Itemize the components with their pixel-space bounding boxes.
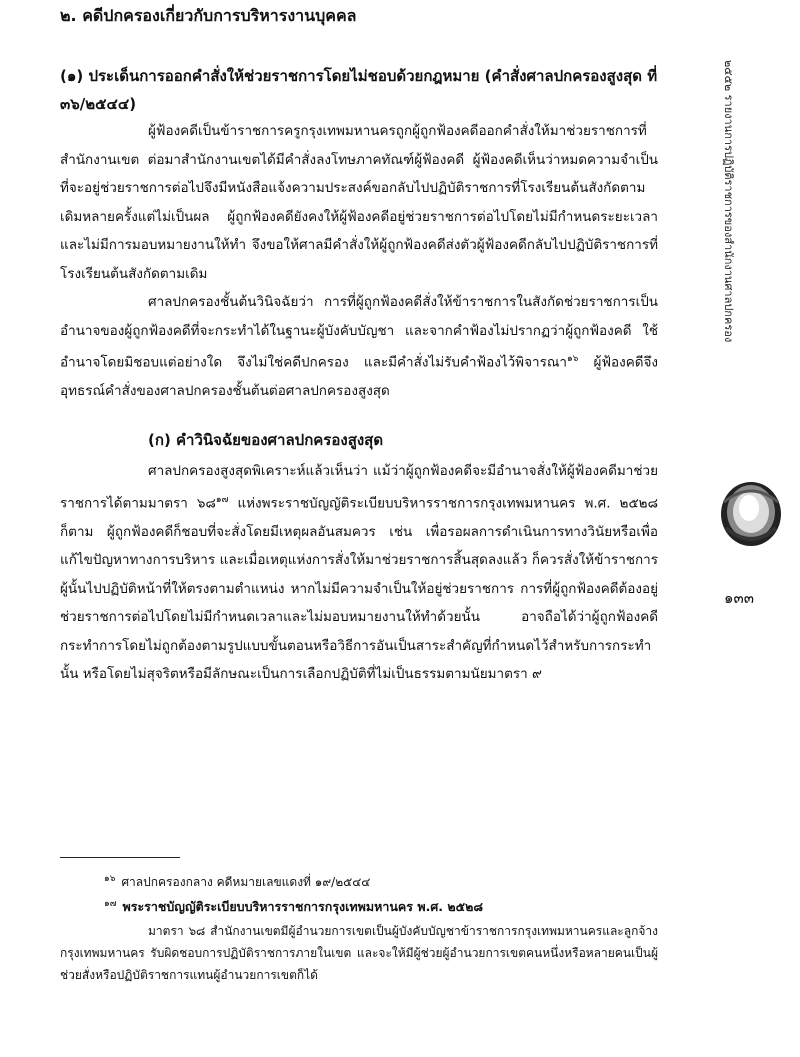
footnote-number: ๑๖ — [104, 874, 116, 884]
paragraph-ruling — [60, 457, 658, 689]
section-title: ๒. คดีปกครองเกี่ยวกับการบริหารงานบุคคล — [60, 6, 357, 25]
ruling-heading: (ก) คำวินิจฉัยของศาลปกครองสูงสุด — [148, 431, 384, 449]
side-text: ๒๕๕๒ รายงานการปฏิบัติราชการของสำนักงานศาลปกครอง — [722, 60, 735, 343]
paragraph-text: ผู้ฟ้องคดีเป็นข้าราชการครูกรุงเทพมหานครถูกผู้ถูกฟ้องคดีออกคำสั่งให้มาช่วยราชการที่สำนักงานเขต ต่อมาสำนักงานเขตได้มีคำสั่งลงโทษภาคทัณฑ์ผู้ฟ้องคดี ผู้ฟ้องคดีเห็นว่าหมดความจำเป็นที่จะอยู่ช่วยราชการต่อไปจึงมีหนังสือแจ้งความประสงค์ขอกลับไปปฏิบัติราชการที่โรงเรียนต้นสังกัดตามเดิมหลายครั้งแต่ไม่เป็นผล ผู้ถูกฟ้องคดียังคงให้ผู้ฟ้องคดีอยู่ช่วยราชการต่อไปโดยไม่มีกำหนดระยะเวลาและไม่มีการมอบหมายงานให้ทำ จึงขอให้ศาลมีคำสั่งให้ผู้ถูกฟ้องคดีส่งตัวผู้ฟ้องคดีกลับไปปฏิบัติราชการที่โรงเรียนต้นสังกัดตามเดิม — [60, 123, 658, 282]
footnote-text: ศาลปกครองกลาง คดีหมายเลขแดงที่ ๑๙/๒๕๔๔ — [121, 875, 371, 889]
paragraph-facts — [60, 117, 658, 288]
footnote-divider — [60, 857, 180, 858]
footnote-number: ๑๗ — [104, 899, 117, 909]
paragraph-lower-court — [60, 288, 658, 406]
footnote-16 — [60, 868, 658, 893]
paragraph-text: แห่งพระราชบัญญัติระเบียบบริหารราชการกรุงเทพมหานคร พ.ศ. ๒๕๒๘ ก็ตาม ผู้ถูกฟ้องคดีก็ชอบที่จะสั่งโดยมีเหตุผลอันสมควร เช่น เพื่อรอผลการดำเนินการทางวินัยหรือเพื่อแก้ไขปัญหาทางการบริหาร และเมื่อเหตุแห่งการสั่งให้มาช่วยราชการสิ้นสุดลงแล้ว ก็ควรสั่งให้ข้าราชการผู้นั้นไปปฏิบัติหน้าที่ให้ตรงตามตำแหน่ง หากไม่มีความจำเป็นให้อยู่ช่วยราชการ การที่ผู้ถูกฟ้องคดีต้องอยู่ช่วยราชการต่อไปโดยไม่มีกำหนดเวลาและไม่มอบหมายงานให้ทำด้วยนั้น อาจถือได้ว่าผู้ถูกฟ้องคดีกระทำการโดยไม่ถูกต้องตามรูปแบบขั้นตอนหรือวิธีการอันเป็นสาระสำคัญที่กำหนดไว้สำหรับการกระทำนั้น หรือโดยไม่สุจริตหรือมีลักษณะเป็นการเลือกปฏิบัติที่ไม่เป็นธรรมตามนัยมาตรา ๙ — [60, 495, 658, 682]
footnotes — [60, 868, 658, 986]
paragraph-text: ศาลปกครองชั้นต้นวินิจฉัยว่า การที่ผู้ถูกฟ้องคดีสั่งให้ข้าราชการในสังกัดช่วยราชการเป็นอำนาจของผู้ถูกฟ้องคดีที่จะกระทำได้ในฐานะผู้บังคับบัญชา และจากคำฟ้องไม่ปรากฏว่าผู้ถูกฟ้องคดี ใช้อำนาจโดยมิชอบแต่อย่างใด จึงไม่ใช่คดีปกครอง และมีคำสั่งไม่รับคำฟ้องไว้พิจารณา — [60, 294, 658, 371]
paragraph-text: ผู้ฟ้องคดีจึงอุทธรณ์คำสั่งของศาลปกครองชั้นต้นต่อศาลปกครองสูงสุด — [60, 354, 658, 399]
paragraph-text: ศาลปกครองสูงสุดพิเคราะห์แล้วเห็นว่า แม้ว่าผู้ถูกฟ้องคดีจะมีอำนาจสั่งให้ผู้ฟ้องคดีมาช่วยราชการได้ตามมาตรา ๖๘ — [60, 463, 658, 511]
footnote-ref: ๑๗ — [215, 494, 229, 505]
footnote-body: มาตรา ๖๘ สำนักงานเขตมีผู้อำนวยการเขตเป็นผู้บังคับบัญชาข้าราชการกรุงเทพมหานครและลูกจ้างกรุงเทพมหานคร รับผิดชอบการปฏิบัติราชการภายในเขต และจะให้มีผู้ช่วยผู้อำนวยการเขตคนหนึ่งหรือหลายคนเป็นผู้ช่วยสั่งหรือปฏิบัติราชการแทนผู้อำนวยการเขตก็ได้ — [60, 924, 658, 982]
case-heading: (๑) ประเด็นการออกคำสั่งให้ช่วยราชการโดยไม่ชอบด้วยกฎหมาย (คำสั่งศาลปกครองสูงสุด ที่ ๓๖/๒๕๔๔) — [60, 67, 658, 113]
emblem-icon — [716, 472, 786, 552]
footnote-17 — [60, 893, 658, 918]
footnote-title: พระราชบัญญัติระเบียบบริหารราชการกรุงเทพมหานคร พ.ศ. ๒๕๒๘ — [122, 899, 483, 914]
footnote-ref: ๑๖ — [566, 354, 579, 364]
side-running-text — [712, 60, 742, 490]
page-number: ๑๓๓ — [724, 589, 755, 607]
